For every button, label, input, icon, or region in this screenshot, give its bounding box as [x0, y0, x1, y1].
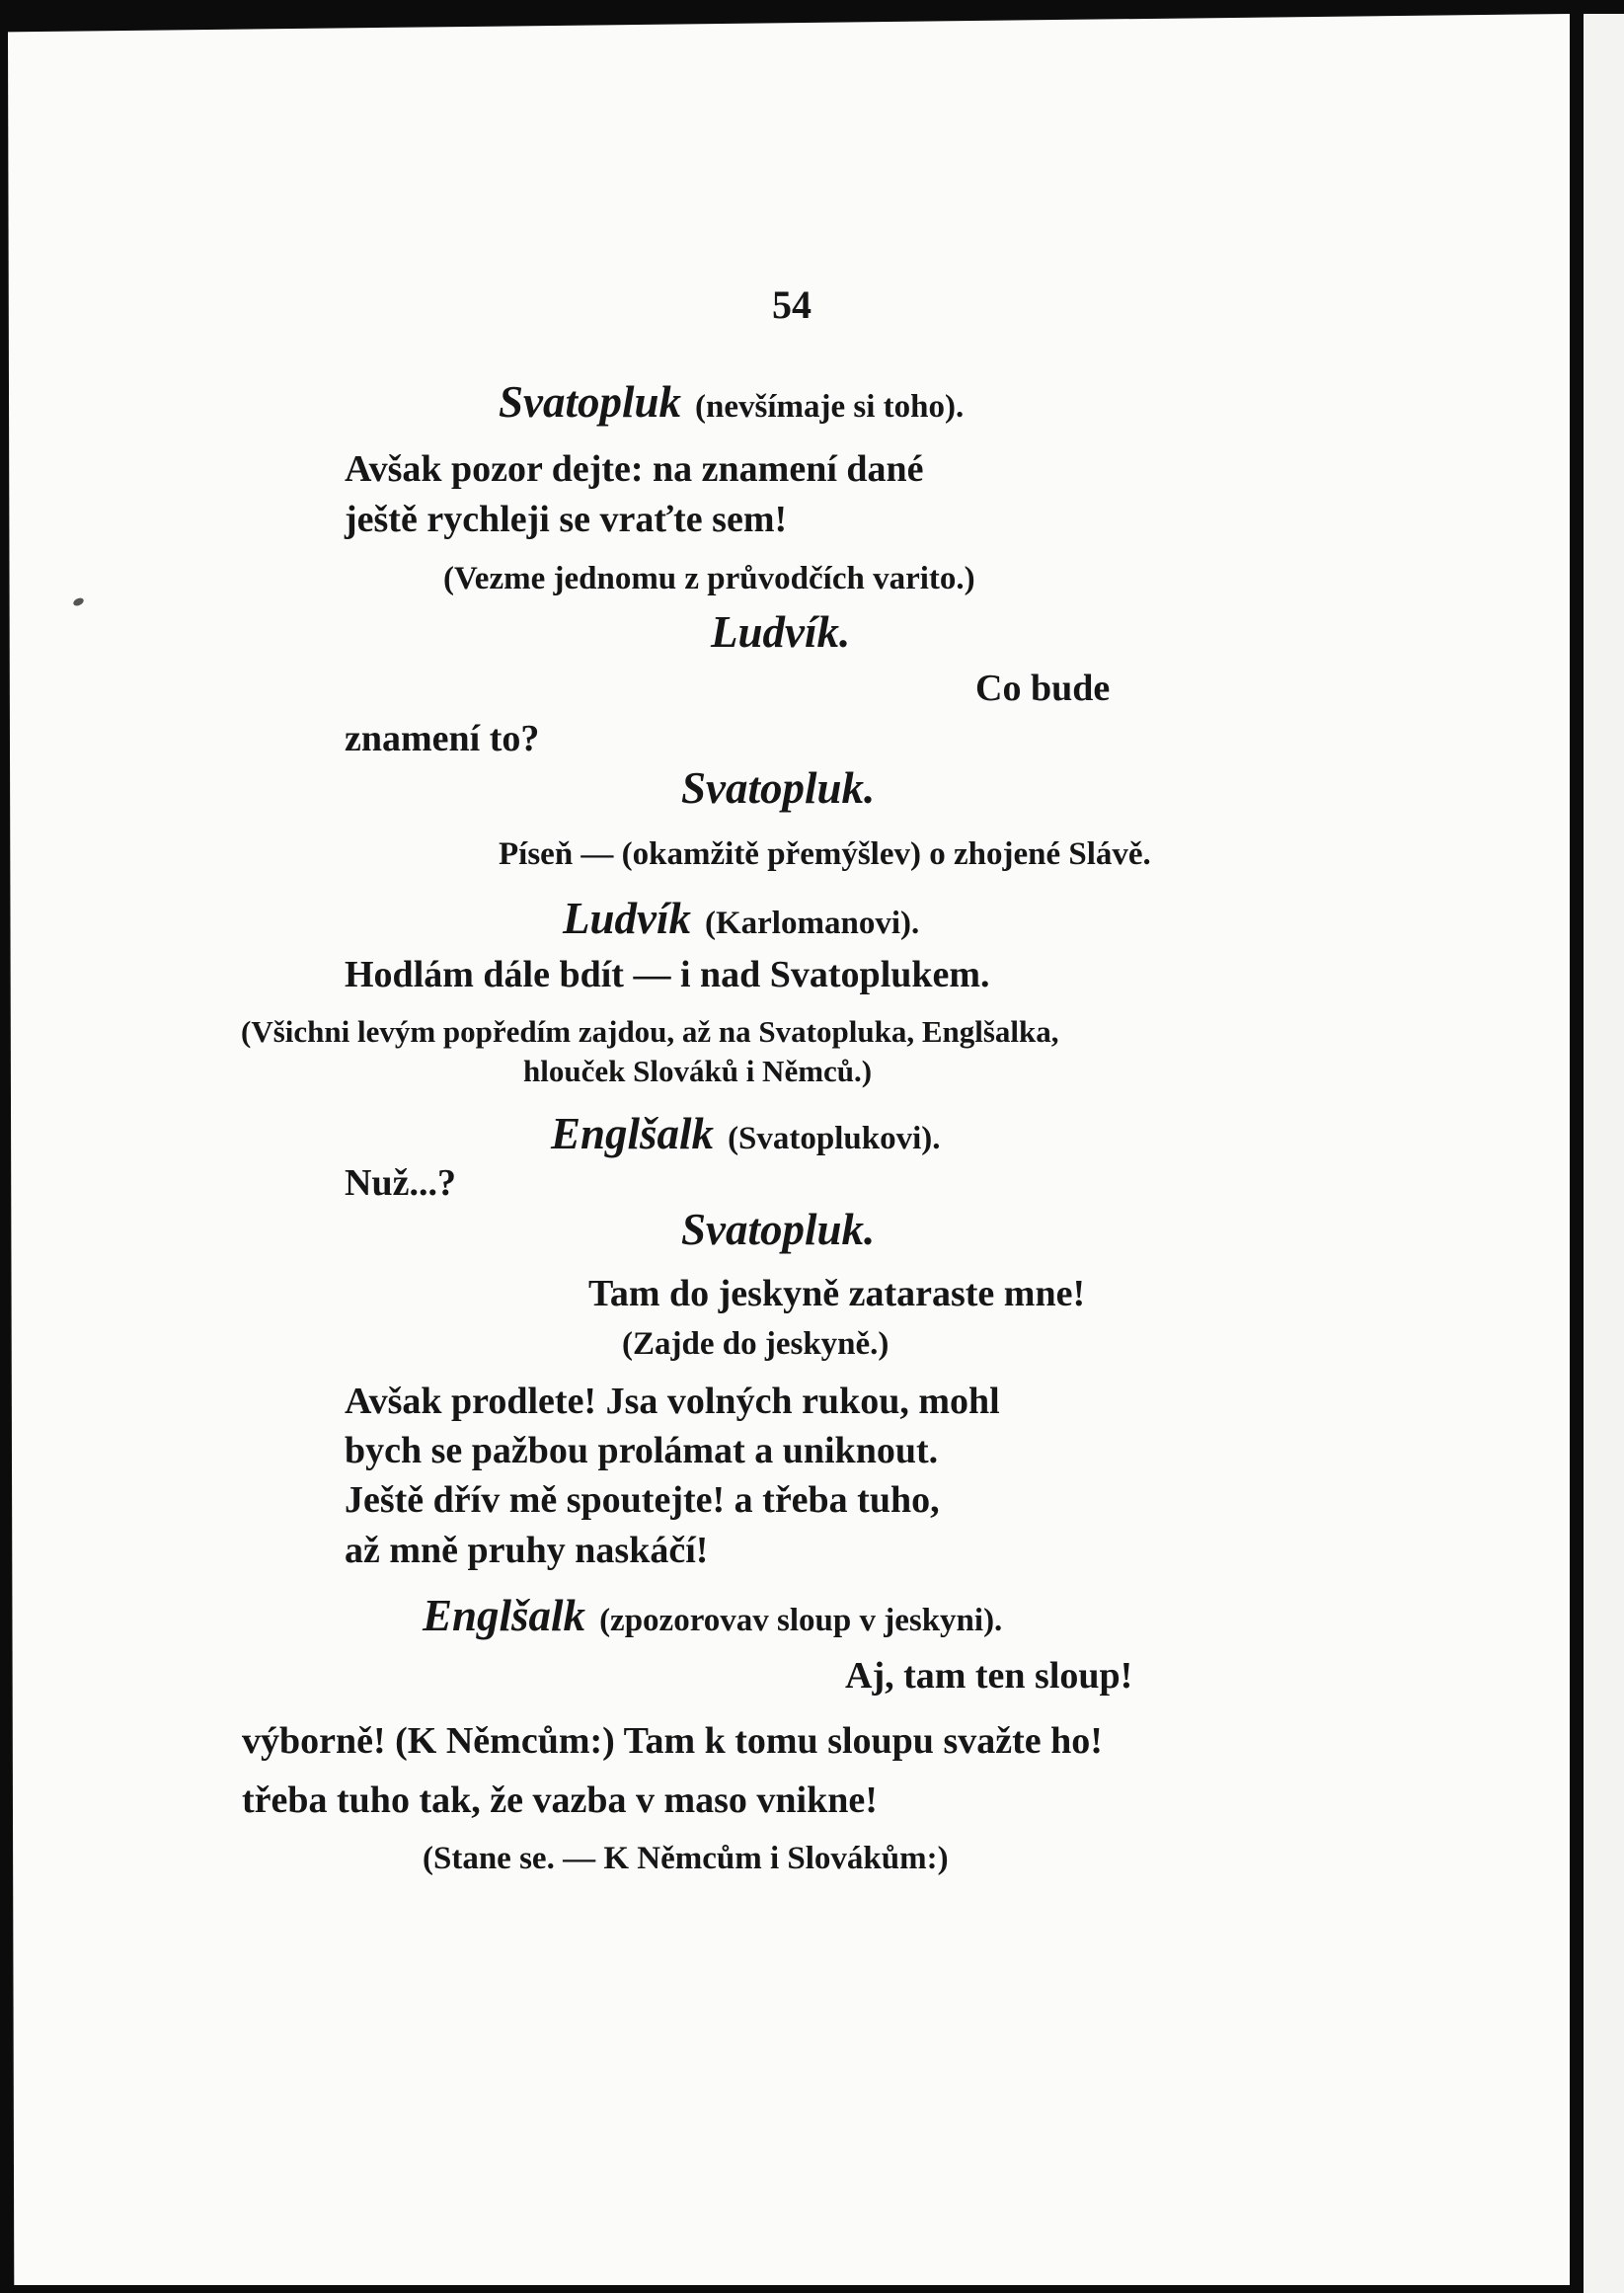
- page-number: 54: [772, 282, 812, 327]
- speaker-name: Englšalk: [423, 1591, 586, 1640]
- verse-line-9: Píseň — (okamžitě přemýšlev) o zhojené Slávě.: [499, 836, 1151, 872]
- stage-line-14: [551, 1111, 941, 1161]
- verse-line-26: třeba tuho tak, že vazba v maso vnikne!: [242, 1779, 878, 1821]
- stage-line-10: [563, 896, 919, 946]
- stage-direction: (zpozorovav sloup v jeskyni).: [599, 1603, 1003, 1638]
- verse-line-11: Hodlám dále bdít — i nad Svatoplukem.: [345, 954, 990, 995]
- verse-line-15: Nuž...?: [345, 1162, 456, 1204]
- verse-line-17: Tam do jeskyně zataraste mne!: [588, 1273, 1086, 1314]
- verse-line-21: Ještě dřív mě spoutejte! a třeba tuho,: [345, 1479, 940, 1521]
- stage-direction-4: (Vezme jednomu z průvodčích varito.): [443, 561, 975, 596]
- speaker-svatopluk: Svatopluk.: [681, 763, 876, 813]
- verse-line-3: ještě rychleji se vraťte sem!: [345, 499, 788, 540]
- stage-direction: (Karlomanovi).: [705, 906, 920, 941]
- verse-line-25: výborně! (K Němcům:) Tam k tomu sloupu svažte ho!: [242, 1720, 1103, 1762]
- adjacent-page-edge: [1584, 14, 1624, 2293]
- verse-line-24: Aj, tam ten sloup!: [845, 1655, 1133, 1697]
- verse-line-2: Avšak pozor dejte: na znamení dané: [345, 448, 924, 490]
- stage-direction: (nevšímaje si toho).: [695, 389, 965, 425]
- stage-direction-13: hlouček Slováků i Němců.): [523, 1054, 873, 1088]
- speaker-svatopluk-2: Svatopluk.: [681, 1205, 876, 1254]
- verse-line-6: Co bude: [975, 668, 1111, 709]
- verse-line-22: až mně pruhy naskáčí!: [345, 1530, 709, 1571]
- stage-line-1: [499, 379, 964, 430]
- speaker-name: Svatopluk: [499, 377, 682, 427]
- stage-direction-27: (Stane se. — K Němcům i Slovákům:): [423, 1841, 949, 1876]
- stage-direction: (Svatoplukovi).: [728, 1121, 941, 1156]
- speaker-ludvik: Ludvík.: [711, 607, 851, 657]
- verse-line-19: Avšak prodlete! Jsa volných rukou, mohl: [345, 1381, 1000, 1422]
- stage-line-23: [423, 1593, 1002, 1643]
- verse-line-7: znamení to?: [345, 718, 540, 759]
- verse-line-20: bych se pažbou prolámat a uniknout.: [345, 1430, 939, 1471]
- stage-direction-18: (Zajde do jeskyně.): [622, 1326, 889, 1362]
- speaker-name: Ludvík: [563, 894, 691, 943]
- speaker-name: Englšalk: [551, 1109, 715, 1158]
- stage-direction-12: (Všichni levým popředím zajdou, až na Svatopluka, Englšalka,: [241, 1014, 1059, 1049]
